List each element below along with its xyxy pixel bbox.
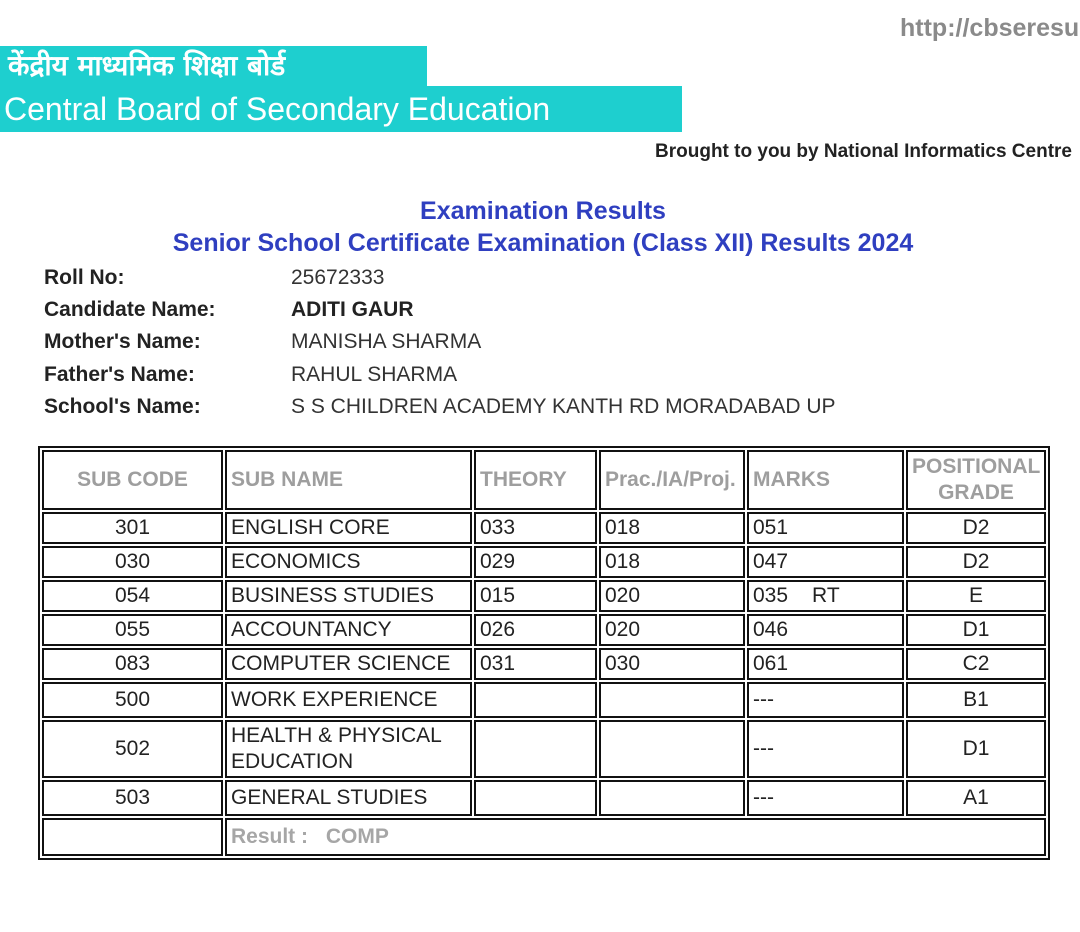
sub-code: 503 [42, 780, 223, 816]
prac-marks: 020 [599, 580, 745, 612]
total-marks [747, 780, 904, 816]
table-row [42, 682, 1046, 718]
father-name-label: Father's Name: [44, 362, 195, 386]
positional-grade: B1 [906, 682, 1046, 718]
candidate-name-row [44, 294, 836, 326]
marks-value: 051 [753, 516, 789, 539]
candidate-name-label: Candidate Name: [44, 298, 216, 322]
school-name-label: School's Name: [44, 394, 201, 418]
theory-marks: 029 [474, 546, 597, 578]
sub-code: 054 [42, 580, 223, 612]
school-name-row [44, 391, 836, 423]
mother-name-label: Mother's Name: [44, 330, 201, 354]
sub-name: ACCOUNTANCY [225, 614, 472, 646]
cbse-hindi-logo-text: केंद्रीय माध्यमिक शिक्षा बोर्ड [0, 46, 427, 86]
prac-marks: 030 [599, 648, 745, 680]
sub-code: 301 [42, 512, 223, 544]
theory-marks: 015 [474, 580, 597, 612]
result-value: COMP [325, 825, 389, 848]
sub-code: 502 [42, 720, 223, 778]
table-row [42, 720, 1046, 778]
table-header-row [42, 450, 1046, 510]
marks-value: 061 [753, 652, 789, 675]
theory-marks: 033 [474, 512, 597, 544]
roll-no-row [44, 262, 836, 294]
nic-credit: Brought to you by National Informatics Centre [655, 141, 1072, 162]
total-marks [747, 720, 904, 778]
positional-grade: A1 [906, 780, 1046, 816]
sub-name: BUSINESS STUDIES [225, 580, 472, 612]
candidate-name-value: ADITI GAUR [291, 298, 414, 322]
prac-marks: 020 [599, 614, 745, 646]
positional-grade: C2 [906, 648, 1046, 680]
sub-name: COMPUTER SCIENCE [225, 648, 472, 680]
father-name-row [44, 359, 836, 391]
result-spacer-cell [42, 818, 223, 856]
sub-name: ECONOMICS [225, 546, 472, 578]
prac-marks [599, 682, 745, 718]
positional-grade: D1 [906, 720, 1046, 778]
marks-value: 035 [753, 584, 789, 607]
sub-code: 030 [42, 546, 223, 578]
candidate-info [44, 262, 836, 423]
total-marks [747, 580, 904, 612]
positional-grade: E [906, 580, 1046, 612]
sub-name: HEALTH & PHYSICAL EDUCATION [225, 720, 472, 778]
total-marks [747, 648, 904, 680]
theory-marks: 026 [474, 614, 597, 646]
header-theory: THEORY [474, 450, 597, 510]
theory-marks [474, 682, 597, 718]
roll-no-label: Roll No: [44, 266, 125, 290]
marks-value: --- [753, 737, 774, 760]
father-name-value: RAHUL SHARMA [291, 362, 458, 386]
school-name-value: S S CHILDREN ACADEMY KANTH RD MORADABAD UP [291, 394, 836, 418]
marks-value: 046 [753, 618, 789, 641]
results-table [38, 446, 1050, 860]
total-marks [747, 682, 904, 718]
header-positional-grade: POSITIONAL GRADE [906, 450, 1046, 510]
theory-marks: 031 [474, 648, 597, 680]
result-row [42, 818, 1046, 856]
positional-grade: D2 [906, 546, 1046, 578]
sub-code: 083 [42, 648, 223, 680]
header-sub-name: SUB NAME [225, 450, 472, 510]
sub-code: 500 [42, 682, 223, 718]
mother-name-row [44, 326, 836, 358]
result-label: Result : [231, 825, 309, 848]
page-subtitle: Senior School Certificate Examination (Class XII) Results 2024 [172, 229, 914, 257]
prac-marks [599, 720, 745, 778]
sub-name: GENERAL STUDIES [225, 780, 472, 816]
header-prac: Prac./IA/Proj. [599, 450, 745, 510]
table-row [42, 648, 1046, 680]
theory-marks [474, 720, 597, 778]
marks-value: --- [753, 786, 774, 809]
site-url: http://cbseresu [900, 14, 1080, 42]
table-row [42, 546, 1046, 578]
header-marks: MARKS [747, 450, 904, 510]
header-sub-code: SUB CODE [42, 450, 223, 510]
table-row [42, 580, 1046, 612]
total-marks [747, 546, 904, 578]
table-row [42, 780, 1046, 816]
prac-marks [599, 780, 745, 816]
positional-grade: D1 [906, 614, 1046, 646]
theory-marks [474, 780, 597, 816]
roll-no-value: 25672333 [291, 266, 385, 290]
marks-value: --- [753, 688, 774, 711]
sub-name: WORK EXPERIENCE [225, 682, 472, 718]
sub-code: 055 [42, 614, 223, 646]
total-marks [747, 512, 904, 544]
positional-grade: D2 [906, 512, 1046, 544]
mother-name-value: MANISHA SHARMA [291, 330, 482, 354]
marks-value: 047 [753, 550, 789, 573]
prac-marks: 018 [599, 546, 745, 578]
result-cell [225, 818, 1046, 856]
page-title: Examination Results [420, 197, 666, 225]
sub-name: ENGLISH CORE [225, 512, 472, 544]
prac-marks: 018 [599, 512, 745, 544]
marks-remark: RT [812, 584, 840, 607]
table-row [42, 614, 1046, 646]
cbse-english-logo-text: Central Board of Secondary Education [0, 86, 682, 132]
total-marks [747, 614, 904, 646]
table-row [42, 512, 1046, 544]
